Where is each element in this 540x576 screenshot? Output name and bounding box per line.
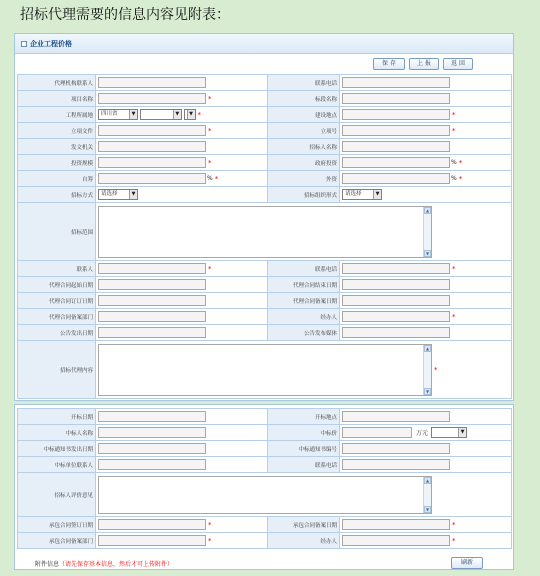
chevron-down-icon: ▼ [173,110,181,119]
field-label: 中标单位联系人 [18,457,96,473]
field-label: 联系人 [18,261,96,277]
scroll-down-icon[interactable]: ▼ [425,388,430,394]
form-row [18,293,512,309]
tender-method-select[interactable] [98,189,138,200]
form-row [18,277,512,293]
form-row [18,309,512,325]
field-label: 政府投资 [268,155,340,171]
document-icon [21,41,27,47]
form-row [18,473,512,517]
back-button[interactable]: 返 回 [443,58,473,70]
winner-contact-input[interactable] [98,459,206,470]
project-form [17,74,512,399]
toolbar [15,54,513,70]
panel-title-text: 企业工程价格 [30,40,72,48]
field-label: 自筹 [18,171,96,187]
field-label: 代理合同结束日期 [268,277,340,293]
field-label: 承包合同签订日期 [18,517,96,533]
notice-issue-date-input[interactable] [98,443,206,454]
field-label: 联系电话 [268,261,340,277]
attachment-hint: （请先保存基本信息，然后才可上传附件） [59,561,174,568]
self-fund-input[interactable] [98,173,206,184]
issuer-input[interactable] [98,141,206,152]
chevron-down-icon: ▼ [458,428,466,437]
tender-name-input[interactable] [342,93,450,104]
field-label: 代理合同备案日期 [268,293,340,309]
contract-start-input[interactable] [98,279,206,290]
winner-name-input[interactable] [98,427,206,438]
chevron-down-icon: ▼ [187,110,195,119]
handler2-input[interactable] [342,535,450,546]
scroll-up-icon[interactable]: ▲ [425,207,430,213]
scroll-up-icon[interactable]: ▲ [425,345,430,351]
open-site-input[interactable] [342,411,450,422]
required-mark: * [208,94,212,103]
agency-contact-input[interactable] [98,77,206,88]
contact-input[interactable] [98,263,206,274]
required-mark: * [214,174,219,183]
form-row [18,75,512,91]
field-label: 招标代理内容 [18,341,96,399]
field-label: 招标范围 [18,203,96,261]
percent-unit: % [207,175,213,182]
contract-record-dept2-input[interactable] [98,535,206,546]
field-label: 经办人 [268,533,340,549]
field-label: 投资规模 [18,155,96,171]
form-row [18,341,512,399]
refresh-button[interactable]: 刷新 [451,557,483,569]
required-mark: * [452,536,456,545]
contract-sign-date-input[interactable] [98,519,206,530]
scroll-down-icon[interactable]: ▼ [425,506,430,512]
required-mark: * [458,174,463,183]
field-label: 中标人名称 [18,425,96,441]
tenderer-name-input[interactable] [342,141,450,152]
percent-unit: % [451,159,457,166]
bid-result-panel [14,404,514,570]
form-row [18,457,512,473]
contact-phone2-input[interactable] [342,263,450,274]
agency-content-textarea[interactable] [98,344,432,396]
approval-no-input[interactable] [342,125,450,136]
tenderer-opinion-textarea[interactable] [98,476,432,514]
field-label: 招标组织形式 [268,187,340,203]
scrollbar[interactable] [423,207,431,257]
winner-phone-input[interactable] [342,459,450,470]
panel-title [15,34,513,54]
tender-org-form-value: 请选择 [345,191,362,197]
form-row [18,325,512,341]
build-site-input[interactable] [342,109,450,120]
handler-input[interactable] [342,311,450,322]
attachment-label: 附件信息 [35,561,60,568]
province-select[interactable] [98,109,138,120]
field-label: 联系电话 [268,75,340,91]
required-mark: * [208,520,212,529]
project-name-input[interactable] [98,93,206,104]
attachment-row [35,559,173,568]
field-label: 招标人评价意见 [18,473,96,517]
form-row [18,533,512,549]
form-row [18,441,512,457]
form-row [18,91,512,107]
required-mark: * [452,126,456,135]
field-label: 立项文件 [18,123,96,139]
save-button[interactable]: 保 存 [373,58,405,70]
city-select[interactable] [140,109,182,120]
form-panel [14,33,514,401]
notice-media-input[interactable] [342,327,450,338]
percent-unit: % [451,175,457,182]
contract-end-input[interactable] [342,279,450,290]
district-select[interactable] [184,109,196,120]
form-row [18,517,512,533]
field-label: 承包合同备案日期 [268,517,340,533]
form-row [18,203,512,261]
form-row [18,107,512,123]
bid-result-form [17,408,512,549]
field-label: 开标日期 [18,409,96,425]
field-label: 公告发出日期 [18,325,96,341]
page-heading: 招标代理需要的信息内容见附表： [20,7,230,23]
scroll-up-icon[interactable]: ▲ [425,477,430,483]
tender-method-value: 请选择 [101,191,118,197]
form-row [18,261,512,277]
field-label: 外资 [268,171,340,187]
chevron-down-icon: ▼ [129,190,137,199]
form-row [18,425,512,441]
required-mark: * [452,520,456,529]
field-label: 项目名称 [18,91,96,107]
required-mark: * [452,312,456,321]
required-mark: * [452,264,456,273]
field-label: 代理机构联系人 [18,75,96,91]
field-label: 发文机关 [18,139,96,155]
chevron-down-icon: ▼ [373,190,381,199]
field-label: 开标地点 [268,409,340,425]
field-label: 建设地点 [268,107,340,123]
scrollbar[interactable] [423,345,431,395]
notice-date-input[interactable] [98,327,206,338]
field-label: 立项号 [268,123,340,139]
field-label: 经办人 [268,309,340,325]
field-label: 代理合同备案部门 [18,309,96,325]
required-mark: * [458,158,463,167]
approval-doc-input[interactable] [98,125,206,136]
field-label: 代理合同起始日期 [18,277,96,293]
contact-phone-input[interactable] [342,77,450,88]
notice-no-input[interactable] [342,443,450,454]
contract-sign-input[interactable] [98,295,206,306]
field-label: 承包合同备案部门 [18,533,96,549]
tender-scope-textarea[interactable] [98,206,432,258]
form-row [18,123,512,139]
gov-invest-input[interactable] [342,157,450,168]
form-row [18,171,512,187]
province-value: 四川省 [101,111,118,117]
form-row [18,409,512,425]
submit-button[interactable]: 上 报 [409,58,439,70]
required-mark: * [434,365,438,374]
field-label: 公告发布媒体 [268,325,340,341]
price-unit: 万元 [416,430,429,437]
scroll-down-icon[interactable]: ▼ [425,250,430,256]
contract-record-dept-input[interactable] [98,311,206,322]
invest-scale-input[interactable] [98,157,206,168]
form-row [18,187,512,203]
field-label: 代理合同订订日期 [18,293,96,309]
form-row [18,139,512,155]
contract-record-date2-input[interactable] [342,519,450,530]
field-label: 工程所属地 [18,107,96,123]
field-label: 中标通知书发出日期 [18,441,96,457]
required-mark: * [208,536,212,545]
form-row [18,155,512,171]
field-label: 中标价 [268,425,340,441]
required-mark: * [208,158,212,167]
field-label: 招标人名称 [268,139,340,155]
field-label: 招标方式 [18,187,96,203]
required-mark: * [208,264,212,273]
chevron-down-icon: ▼ [129,110,137,119]
foreign-fund-input[interactable] [342,173,450,184]
tender-org-form-select[interactable] [342,189,382,200]
required-mark: * [208,126,212,135]
contract-record-date-input[interactable] [342,295,450,306]
required-mark: * [452,110,456,119]
price-unit-select[interactable] [431,427,467,438]
required-mark: * [197,110,201,119]
field-label: 标段名称 [268,91,340,107]
scrollbar[interactable] [423,477,431,513]
field-label: 中标通知书编号 [268,441,340,457]
field-label: 联系电话 [268,457,340,473]
open-date-input[interactable] [98,411,206,422]
win-price-input[interactable] [342,427,412,438]
